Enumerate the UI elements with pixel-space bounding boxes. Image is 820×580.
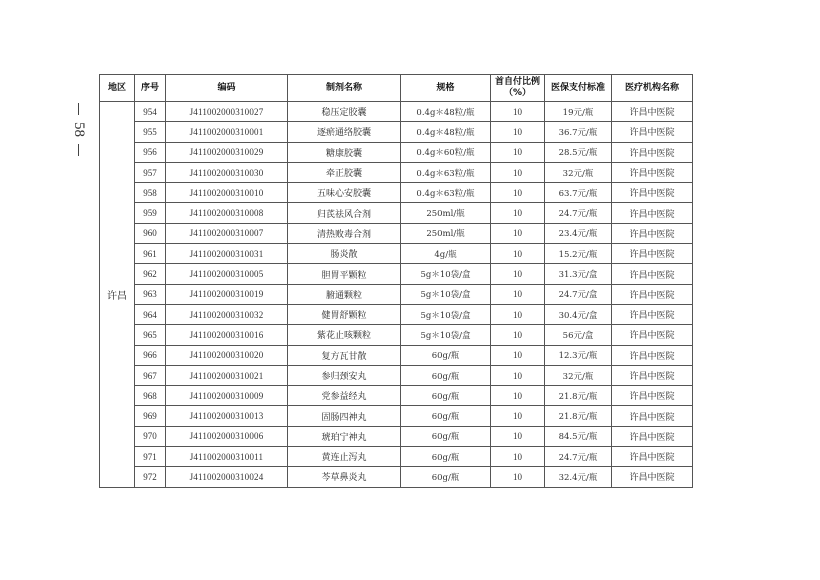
- cell-institution: 许昌中医院: [612, 365, 693, 385]
- cell-price: 31.3元/盒: [545, 264, 612, 284]
- cell-seq: 956: [135, 142, 166, 162]
- cell-institution: 许昌中医院: [612, 325, 693, 345]
- cell-spec: 60g/瓶: [401, 386, 491, 406]
- cell-price: 21.8元/瓶: [545, 386, 612, 406]
- cell-code: J411002000310011: [166, 447, 288, 467]
- cell-spec: 250ml/瓶: [401, 223, 491, 243]
- cell-seq: 957: [135, 162, 166, 182]
- cell-spec: 5g＊10袋/盒: [401, 284, 491, 304]
- cell-institution: 许昌中医院: [612, 142, 693, 162]
- cell-institution: 许昌中医院: [612, 122, 693, 142]
- cell-price: 21.8元/瓶: [545, 406, 612, 426]
- cell-spec: 4g/瓶: [401, 244, 491, 264]
- cell-code: J411002000310007: [166, 223, 288, 243]
- cell-name: 复方瓦甘散: [288, 345, 401, 365]
- cell-price: 28.5元/瓶: [545, 142, 612, 162]
- cell-seq: 954: [135, 102, 166, 122]
- cell-seq: 964: [135, 304, 166, 324]
- table-row: [100, 325, 693, 345]
- cell-code: J411002000310001: [166, 122, 288, 142]
- cell-name: 逐瘀通络胶囊: [288, 122, 401, 142]
- cell-spec: 60g/瓶: [401, 467, 491, 487]
- drug-table: [99, 74, 693, 488]
- cell-price: 19元/瓶: [545, 102, 612, 122]
- cell-price: 24.7元/盒: [545, 284, 612, 304]
- table-row: [100, 142, 693, 162]
- cell-price: 30.4元/盒: [545, 304, 612, 324]
- table-row: [100, 467, 693, 487]
- cell-institution: 许昌中医院: [612, 203, 693, 223]
- cell-spec: 60g/瓶: [401, 426, 491, 446]
- cell-ratio: 10: [491, 183, 545, 203]
- cell-name: 参归颈安丸: [288, 365, 401, 385]
- cell-seq: 963: [135, 284, 166, 304]
- table-row: [100, 284, 693, 304]
- header-ratio-line1: 首自付比例: [494, 77, 540, 87]
- cell-spec: 0.4g＊63粒/瓶: [401, 183, 491, 203]
- table-row: [100, 406, 693, 426]
- cell-name: 党参益经丸: [288, 386, 401, 406]
- cell-name: 固肠四神丸: [288, 406, 401, 426]
- cell-ratio: 10: [491, 244, 545, 264]
- table-row: [100, 102, 693, 122]
- cell-ratio: 10: [491, 304, 545, 324]
- page-number: [58, 94, 98, 164]
- cell-spec: 0.4g＊48粒/瓶: [401, 122, 491, 142]
- cell-price: 32元/瓶: [545, 162, 612, 182]
- cell-ratio: 10: [491, 345, 545, 365]
- cell-name: 胆胃平颗粒: [288, 264, 401, 284]
- header-region: 地区: [100, 75, 135, 102]
- table-row: [100, 386, 693, 406]
- cell-ratio: 10: [491, 223, 545, 243]
- cell-code: J411002000310032: [166, 304, 288, 324]
- header-ratio-line2: （%）: [503, 88, 532, 98]
- cell-price: 84.5元/瓶: [545, 426, 612, 446]
- cell-spec: 0.4g＊48粒/瓶: [401, 102, 491, 122]
- cell-ratio: 10: [491, 426, 545, 446]
- cell-seq: 955: [135, 122, 166, 142]
- cell-seq: 971: [135, 447, 166, 467]
- cell-spec: 5g＊10袋/盒: [401, 325, 491, 345]
- cell-code: J411002000310006: [166, 426, 288, 446]
- cell-spec: 0.4g＊60粒/瓶: [401, 142, 491, 162]
- cell-ratio: 10: [491, 203, 545, 223]
- cell-seq: 965: [135, 325, 166, 345]
- cell-code: J411002000310031: [166, 244, 288, 264]
- cell-institution: 许昌中医院: [612, 406, 693, 426]
- cell-code: J411002000310013: [166, 406, 288, 426]
- cell-seq: 961: [135, 244, 166, 264]
- page-number-rule-bottom: [78, 144, 79, 156]
- cell-code: J411002000310016: [166, 325, 288, 345]
- page-number-rule-top: [78, 103, 79, 115]
- cell-seq: 958: [135, 183, 166, 203]
- cell-name: 糖康胶囊: [288, 142, 401, 162]
- cell-price: 32.4元/瓶: [545, 467, 612, 487]
- cell-spec: 5g＊10袋/盒: [401, 264, 491, 284]
- table-row: [100, 122, 693, 142]
- cell-price: 24.7元/瓶: [545, 203, 612, 223]
- cell-code: J411002000310030: [166, 162, 288, 182]
- cell-seq: 960: [135, 223, 166, 243]
- header-name: 制剂名称: [288, 75, 401, 102]
- cell-code: J411002000310029: [166, 142, 288, 162]
- header-institution: 医疗机构名称: [612, 75, 693, 102]
- header-seq: 序号: [135, 75, 166, 102]
- cell-name: 琥珀宁神丸: [288, 426, 401, 446]
- table-row: [100, 223, 693, 243]
- cell-name: 稳压定胶囊: [288, 102, 401, 122]
- cell-code: J411002000310019: [166, 284, 288, 304]
- cell-ratio: 10: [491, 386, 545, 406]
- cell-name: 清热败毒合剂: [288, 223, 401, 243]
- table-body: [100, 102, 693, 488]
- header-code: 编码: [166, 75, 288, 102]
- cell-name: 肠炎散: [288, 244, 401, 264]
- cell-institution: 许昌中医院: [612, 102, 693, 122]
- cell-price: 63.7元/瓶: [545, 183, 612, 203]
- cell-ratio: 10: [491, 447, 545, 467]
- cell-institution: 许昌中医院: [612, 426, 693, 446]
- cell-spec: 60g/瓶: [401, 365, 491, 385]
- cell-code: J411002000310020: [166, 345, 288, 365]
- cell-spec: 5g＊10袋/盒: [401, 304, 491, 324]
- cell-ratio: 10: [491, 284, 545, 304]
- cell-ratio: 10: [491, 122, 545, 142]
- cell-price: 15.2元/瓶: [545, 244, 612, 264]
- table-row: [100, 447, 693, 467]
- cell-institution: 许昌中医院: [612, 304, 693, 324]
- table-row: [100, 304, 693, 324]
- cell-institution: 许昌中医院: [612, 345, 693, 365]
- cell-code: J411002000310027: [166, 102, 288, 122]
- cell-name: 黄连止泻丸: [288, 447, 401, 467]
- table-row: [100, 365, 693, 385]
- cell-ratio: 10: [491, 467, 545, 487]
- page-number-text: 58: [70, 121, 87, 137]
- cell-seq: 969: [135, 406, 166, 426]
- cell-ratio: 10: [491, 365, 545, 385]
- cell-name: 五味心安胶囊: [288, 183, 401, 203]
- cell-spec: 60g/瓶: [401, 345, 491, 365]
- cell-code: J411002000310021: [166, 365, 288, 385]
- cell-code: J411002000310009: [166, 386, 288, 406]
- cell-seq: 962: [135, 264, 166, 284]
- header-price: 医保支付标准: [545, 75, 612, 102]
- cell-ratio: 10: [491, 102, 545, 122]
- cell-ratio: 10: [491, 142, 545, 162]
- cell-name: 牵正胶囊: [288, 162, 401, 182]
- cell-price: 23.4元/瓶: [545, 223, 612, 243]
- table-row: [100, 203, 693, 223]
- cell-spec: 250ml/瓶: [401, 203, 491, 223]
- cell-institution: 许昌中医院: [612, 162, 693, 182]
- header-ratio: [491, 75, 545, 102]
- cell-price: 24.7元/瓶: [545, 447, 612, 467]
- table-row: [100, 426, 693, 446]
- table-row: [100, 162, 693, 182]
- table-row: [100, 264, 693, 284]
- cell-institution: 许昌中医院: [612, 467, 693, 487]
- cell-seq: 968: [135, 386, 166, 406]
- cell-name: 腑通颗粒: [288, 284, 401, 304]
- cell-price: 32元/瓶: [545, 365, 612, 385]
- cell-region: 许昌: [100, 102, 135, 488]
- cell-price: 56元/盒: [545, 325, 612, 345]
- cell-institution: 许昌中医院: [612, 183, 693, 203]
- cell-name: 归芪祛风合剂: [288, 203, 401, 223]
- cell-institution: 许昌中医院: [612, 447, 693, 467]
- cell-seq: 967: [135, 365, 166, 385]
- cell-code: J411002000310008: [166, 203, 288, 223]
- cell-ratio: 10: [491, 264, 545, 284]
- cell-ratio: 10: [491, 162, 545, 182]
- cell-seq: 959: [135, 203, 166, 223]
- cell-spec: 0.4g＊63粒/瓶: [401, 162, 491, 182]
- cell-ratio: 10: [491, 406, 545, 426]
- cell-code: J411002000310010: [166, 183, 288, 203]
- cell-price: 12.3元/瓶: [545, 345, 612, 365]
- header-spec: 规格: [401, 75, 491, 102]
- cell-price: 36.7元/瓶: [545, 122, 612, 142]
- cell-spec: 60g/瓶: [401, 447, 491, 467]
- table-row: [100, 345, 693, 365]
- cell-seq: 972: [135, 467, 166, 487]
- table-row: [100, 244, 693, 264]
- cell-institution: 许昌中医院: [612, 264, 693, 284]
- cell-name: 健胃舒颗粒: [288, 304, 401, 324]
- cell-institution: 许昌中医院: [612, 284, 693, 304]
- cell-institution: 许昌中医院: [612, 244, 693, 264]
- cell-ratio: 10: [491, 325, 545, 345]
- cell-seq: 966: [135, 345, 166, 365]
- table-header-row: [100, 75, 693, 102]
- cell-institution: 许昌中医院: [612, 223, 693, 243]
- table-row: [100, 183, 693, 203]
- cell-seq: 970: [135, 426, 166, 446]
- cell-code: J411002000310024: [166, 467, 288, 487]
- cell-name: 紫花止咳颗粒: [288, 325, 401, 345]
- cell-name: 芩草鼻炎丸: [288, 467, 401, 487]
- cell-institution: 许昌中医院: [612, 386, 693, 406]
- cell-code: J411002000310005: [166, 264, 288, 284]
- cell-spec: 60g/瓶: [401, 406, 491, 426]
